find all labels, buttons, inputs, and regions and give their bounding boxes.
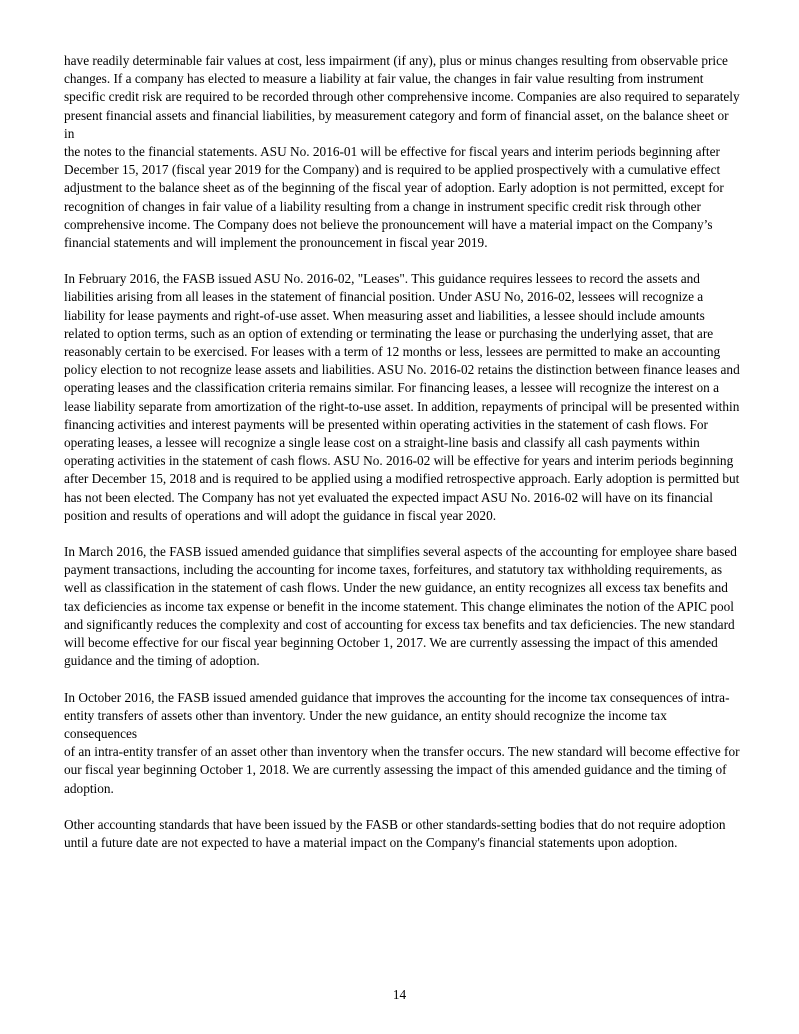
page-number: 14 <box>392 987 407 1002</box>
paragraph-leases: In February 2016, the FASB issued ASU No. 2016-02, "Leases". This guidance requires lessees to record the assets and liabilities arising from all leases in the statement of financial position. Under ASU No, 2016-02, lessees will recognize a liability for lease payments and right-of-use asset. When measuring asset and liabilities, a lessee should include amounts related to option terms, such as an option of extending or terminating the lease or purchasing the underlying asset, that are reasonably certain to be exercised. For leases with a term of 12 months or less, lessees are permitted to make an accounting policy election to not recognize lease assets and liabilities. ASU No. 2016-02 retains the distinction between finance leases and operating leases and the classification criteria remains similar. For financing leases, a lessee will recognize the interest on a lease liability separate from amortization of the right-to-use asset. In addition, repayments of principal will be presented within financing activities and interest payments will be presented within operating activities in the statement of cash flows. For operating leases, a lessee will recognize a single lease cost on a straight-line basis and classify all cash payments within operating activities in the statement of cash flows. ASU No. 2016-02 will be effective for years and interim periods beginning after December 15, 2018 and is required to be applied using a modified retrospective approach. Early adoption is permitted but has not been elected. The Company has not yet evaluated the expected impact ASU No. 2016-02 will have on its financial position and results of operations and will adopt the guidance in fiscal year 2020. <box>64 271 740 523</box>
paragraph-other-standards: Other accounting standards that have been issued by the FASB or other standards-setting bodies that do not require adoption until a future date are not expected to have a material impact on the Company's financial statements upon adoption. <box>64 816 726 850</box>
document-body <box>64 52 740 870</box>
paragraph-financial-instruments: have readily determinable fair values at cost, less impairment (if any), plus or minus changes resulting from observable price changes. If a company has elected to measure a liability at fair value, the changes in fair value resulting from instrument specific credit risk are required to be recorded through other comprehensive income. Companies are also required to separately present financial assets and financial liabilities, by measurement category and form of financial asset, on the balance sheet or in the notes to the financial statements. ASU No. 2016-01 will be effective for fiscal years and interim periods beginning after December 15, 2017 (fiscal year 2019 for the Company) and is required to be applied prospectively with a cumulative effect adjustment to the balance sheet as of the beginning of the fiscal year of adoption. Early adoption is not permitted, except for recognition of changes in fair value of a liability resulting from a change in instrument specific credit risk through other comprehensive income. The Company does not believe the pronouncement will have a material impact on the Company’s financial statements and will implement the pronouncement in fiscal year 2019. <box>64 53 740 251</box>
paragraph-share-based-payment: In March 2016, the FASB issued amended guidance that simplifies several aspects of the accounting for employee share based payment transactions, including the accounting for income taxes, forfeitures, and statutory tax withholding requirements, as well as classification in the statement of cash flows. Under the new guidance, an entity recognizes all excess tax benefits and tax deficiencies as income tax expense or benefit in the income statement. This change eliminates the notion of the APIC pool and significantly reduces the complexity and cost of accounting for excess tax benefits and tax deficiencies. The new standard will become effective for our fiscal year beginning October 1, 2017. We are currently assessing the impact of this amended guidance and the timing of adoption. <box>64 544 737 669</box>
paragraph-intra-entity-transfers: In October 2016, the FASB issued amended guidance that improves the accounting for the income tax consequences of intra- entity transfers of assets other than inventory. Under the new guidance, an entity should recognize the income tax consequences of an intra-entity transfer of an asset other than inventory when the transfer occurs. The new standard will become effective for our fiscal year beginning October 1, 2018. We are currently assessing the impact of this amended guidance and the timing of adoption. <box>64 689 740 796</box>
